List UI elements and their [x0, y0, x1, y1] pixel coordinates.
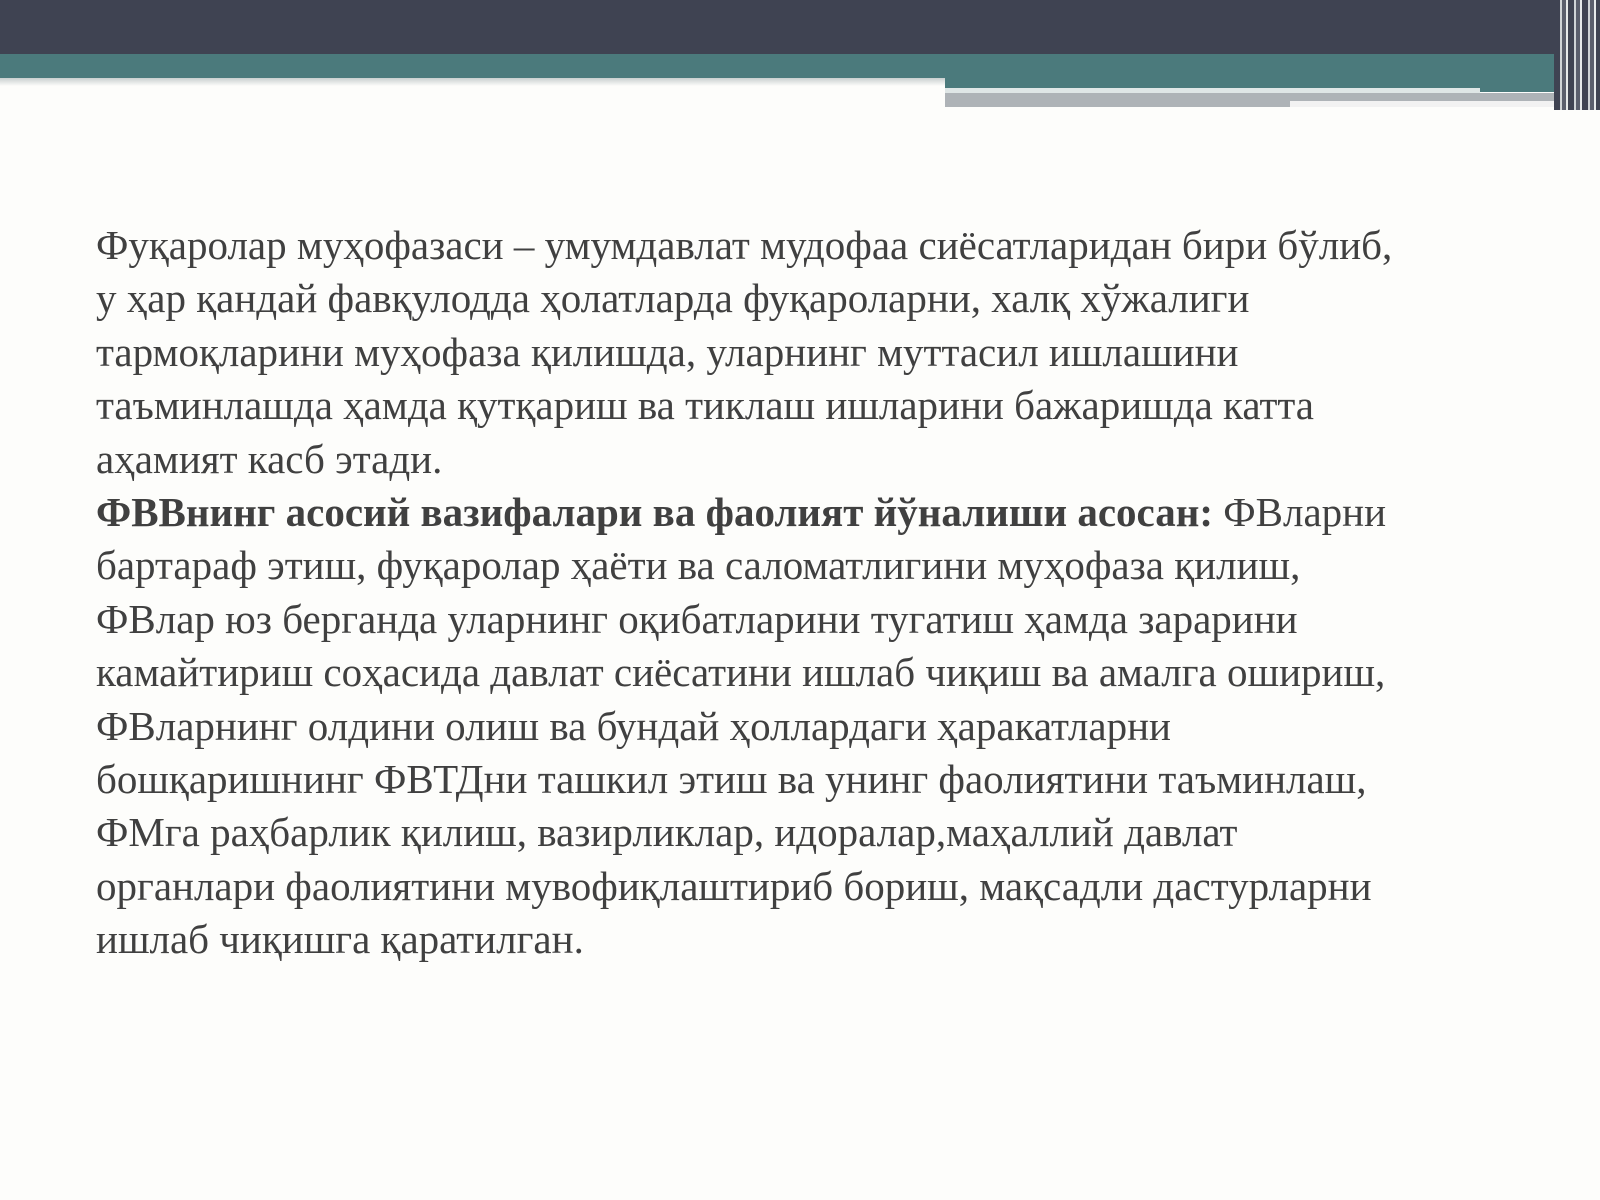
paragraph-tasks-body: ФВларни бартараф этиш, фуқаролар ҳаёти ва саломатлигини муҳофаза қилиш, ФВлар юз берганда уларнинг оқибатларини тугатиш ҳамда зарарини камайтириш соҳасида давлат сиёсатини ишлаб чиқиш ва амалга ошириш, ФВларнинг олдини олиш ва бундай ҳоллардаги ҳаракатларни бошқаришнинг ФВТДни ташкил этиш ва унинг фаолиятини таъминлаш, ФМга раҳбарлик қилиш, вазирликлар, идоралар,маҳаллий давлат органлари фаолиятини мувофиқлаштириб бориш, мақсадли дастурларни ишлаб чиқишга қаратилган. — [96, 489, 1387, 963]
header-teal-band — [0, 54, 1560, 78]
header-grey-inner-line — [1290, 101, 1570, 107]
paragraph-intro: Фуқаролар муҳофазаси – умумдавлат мудофаа сиёсатларидан бири бўлиб, у ҳар қандай фавқулодда ҳолатларда фуқароларни, халқ хўжалиги тармоқларини муҳофаза қилишда, уларнинг муттасил ишлашини таъминлашда ҳамда қутқариш ва тиклаш ишларини бажаришда катта аҳамият касб этади. — [96, 222, 1393, 482]
header-dark-band — [0, 0, 1600, 54]
header-shadow — [0, 78, 945, 86]
paragraph-tasks-heading: ФВВнинг асосий вазифалари ва фаолият йўналиши асосан: — [96, 489, 1213, 536]
slide-body-text — [96, 219, 1516, 967]
header-right-stripes — [1554, 0, 1600, 110]
